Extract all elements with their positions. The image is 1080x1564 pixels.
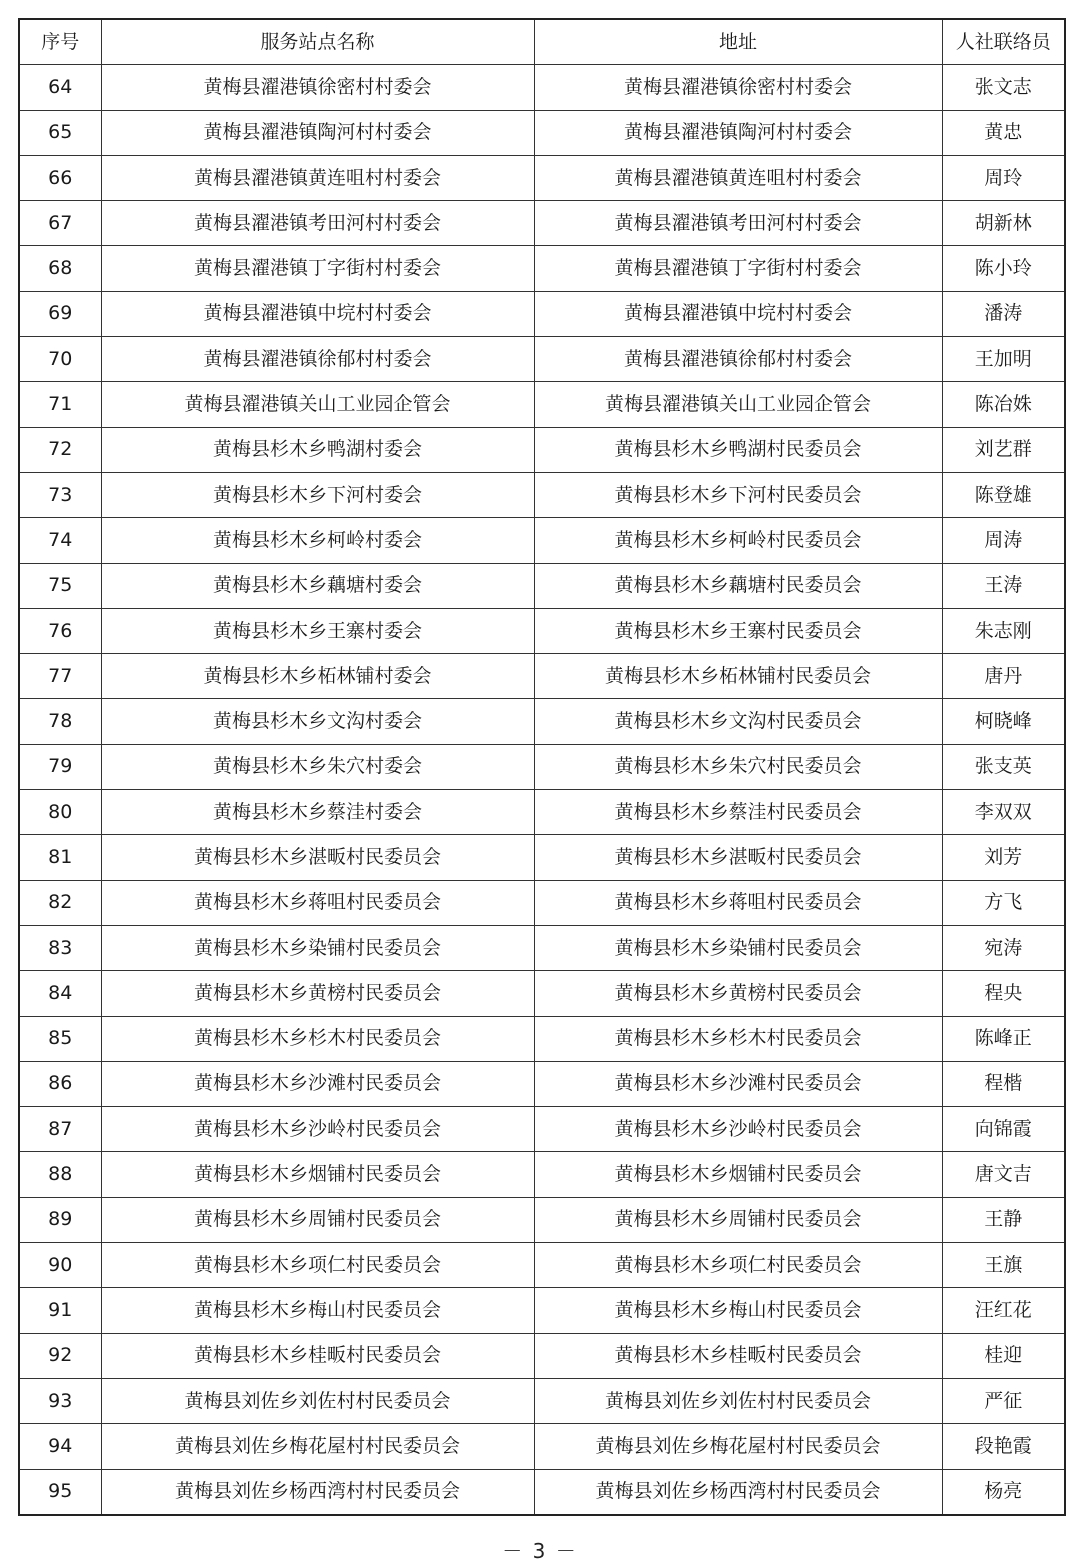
cell-serial-number: 69: [19, 291, 101, 336]
table-row: [19, 699, 1065, 744]
table-row: [19, 472, 1065, 517]
table-row: [19, 337, 1065, 382]
table-header-row: [19, 19, 1065, 65]
table-row: [19, 382, 1065, 427]
cell-serial-number: 66: [19, 155, 101, 200]
cell-serial-number: 71: [19, 382, 101, 427]
cell-contact-person: 段艳霞: [942, 1424, 1065, 1469]
cell-serial-number: 67: [19, 201, 101, 246]
cell-station-name: 黄梅县杉木乡柘林铺村委会: [101, 654, 534, 699]
header-station-name: 服务站点名称: [101, 19, 534, 65]
table-row: [19, 835, 1065, 880]
table-row: [19, 201, 1065, 246]
cell-serial-number: 68: [19, 246, 101, 291]
cell-serial-number: 79: [19, 744, 101, 789]
cell-station-name: 黄梅县濯港镇徐密村村委会: [101, 65, 534, 110]
cell-station-name: 黄梅县杉木乡蒋咀村民委员会: [101, 880, 534, 925]
cell-address: 黄梅县杉木乡周铺村民委员会: [534, 1197, 942, 1242]
cell-contact-person: 严征: [942, 1378, 1065, 1423]
cell-serial-number: 93: [19, 1378, 101, 1423]
cell-contact-person: 唐文吉: [942, 1152, 1065, 1197]
cell-contact-person: 桂迎: [942, 1333, 1065, 1378]
table-row: [19, 744, 1065, 789]
table-row: [19, 1469, 1065, 1515]
table-row: [19, 1243, 1065, 1288]
table-row: [19, 971, 1065, 1016]
table-row: [19, 1152, 1065, 1197]
cell-contact-person: 方飞: [942, 880, 1065, 925]
cell-contact-person: 周涛: [942, 518, 1065, 563]
cell-serial-number: 82: [19, 880, 101, 925]
cell-serial-number: 92: [19, 1333, 101, 1378]
cell-serial-number: 85: [19, 1016, 101, 1061]
table-body: [19, 65, 1065, 1515]
page-number: － 3 －: [502, 1539, 578, 1563]
cell-address: 黄梅县杉木乡烟铺村民委员会: [534, 1152, 942, 1197]
cell-address: 黄梅县濯港镇徐密村村委会: [534, 65, 942, 110]
table-row: [19, 790, 1065, 835]
cell-serial-number: 80: [19, 790, 101, 835]
cell-station-name: 黄梅县濯港镇考田河村村委会: [101, 201, 534, 246]
cell-address: 黄梅县濯港镇考田河村村委会: [534, 201, 942, 246]
cell-station-name: 黄梅县杉木乡蔡洼村委会: [101, 790, 534, 835]
cell-address: 黄梅县杉木乡沙滩村民委员会: [534, 1061, 942, 1106]
header-address: 地址: [534, 19, 942, 65]
cell-serial-number: 95: [19, 1469, 101, 1515]
cell-station-name: 黄梅县濯港镇陶河村村委会: [101, 110, 534, 155]
cell-station-name: 黄梅县濯港镇徐郁村村委会: [101, 337, 534, 382]
cell-serial-number: 88: [19, 1152, 101, 1197]
cell-address: 黄梅县濯港镇中垸村村委会: [534, 291, 942, 336]
cell-station-name: 黄梅县杉木乡藕塘村委会: [101, 563, 534, 608]
cell-serial-number: 81: [19, 835, 101, 880]
cell-station-name: 黄梅县杉木乡鸭湖村委会: [101, 427, 534, 472]
cell-station-name: 黄梅县刘佐乡刘佐村村民委员会: [101, 1378, 534, 1423]
table-row: [19, 1424, 1065, 1469]
cell-station-name: 黄梅县杉木乡杉木村民委员会: [101, 1016, 534, 1061]
cell-address: 黄梅县杉木乡项仁村民委员会: [534, 1243, 942, 1288]
cell-contact-person: 张文志: [942, 65, 1065, 110]
cell-serial-number: 70: [19, 337, 101, 382]
cell-station-name: 黄梅县杉木乡烟铺村民委员会: [101, 1152, 534, 1197]
service-station-table: [18, 18, 1066, 1516]
cell-station-name: 黄梅县濯港镇丁字街村村委会: [101, 246, 534, 291]
cell-station-name: 黄梅县杉木乡湛畈村民委员会: [101, 835, 534, 880]
cell-contact-person: 李双双: [942, 790, 1065, 835]
cell-address: 黄梅县杉木乡染铺村民委员会: [534, 925, 942, 970]
cell-serial-number: 76: [19, 608, 101, 653]
table-row: [19, 291, 1065, 336]
cell-serial-number: 72: [19, 427, 101, 472]
cell-contact-person: 黄忠: [942, 110, 1065, 155]
cell-address: 黄梅县杉木乡柯岭村民委员会: [534, 518, 942, 563]
cell-serial-number: 75: [19, 563, 101, 608]
cell-serial-number: 83: [19, 925, 101, 970]
cell-station-name: 黄梅县杉木乡项仁村民委员会: [101, 1243, 534, 1288]
cell-address: 黄梅县杉木乡湛畈村民委员会: [534, 835, 942, 880]
table-row: [19, 880, 1065, 925]
cell-contact-person: 陈登雄: [942, 472, 1065, 517]
table-row: [19, 1107, 1065, 1152]
cell-serial-number: 90: [19, 1243, 101, 1288]
cell-station-name: 黄梅县杉木乡王寨村委会: [101, 608, 534, 653]
cell-station-name: 黄梅县刘佐乡杨西湾村村民委员会: [101, 1469, 534, 1515]
cell-contact-person: 潘涛: [942, 291, 1065, 336]
table-row: [19, 110, 1065, 155]
cell-station-name: 黄梅县杉木乡桂畈村民委员会: [101, 1333, 534, 1378]
cell-serial-number: 86: [19, 1061, 101, 1106]
cell-contact-person: 程楷: [942, 1061, 1065, 1106]
cell-contact-person: 王旗: [942, 1243, 1065, 1288]
cell-address: 黄梅县刘佐乡梅花屋村村民委员会: [534, 1424, 942, 1469]
cell-address: 黄梅县杉木乡沙岭村民委员会: [534, 1107, 942, 1152]
header-contact-person: 人社联络员: [942, 19, 1065, 65]
cell-contact-person: 杨亮: [942, 1469, 1065, 1515]
cell-contact-person: 刘芳: [942, 835, 1065, 880]
cell-serial-number: 64: [19, 65, 101, 110]
table-row: [19, 155, 1065, 200]
cell-contact-person: 汪红花: [942, 1288, 1065, 1333]
header-serial-number: 序号: [19, 19, 101, 65]
table-row: [19, 1288, 1065, 1333]
cell-serial-number: 94: [19, 1424, 101, 1469]
cell-contact-person: 唐丹: [942, 654, 1065, 699]
cell-address: 黄梅县杉木乡下河村民委员会: [534, 472, 942, 517]
cell-address: 黄梅县杉木乡黄榜村民委员会: [534, 971, 942, 1016]
table-row: [19, 1378, 1065, 1423]
cell-serial-number: 87: [19, 1107, 101, 1152]
cell-station-name: 黄梅县杉木乡梅山村民委员会: [101, 1288, 534, 1333]
table-row: [19, 925, 1065, 970]
cell-address: 黄梅县杉木乡王寨村民委员会: [534, 608, 942, 653]
table-row: [19, 65, 1065, 110]
cell-station-name: 黄梅县杉木乡周铺村民委员会: [101, 1197, 534, 1242]
table-row: [19, 1016, 1065, 1061]
cell-station-name: 黄梅县杉木乡黄榜村民委员会: [101, 971, 534, 1016]
table-row: [19, 563, 1065, 608]
cell-contact-person: 王加明: [942, 337, 1065, 382]
cell-station-name: 黄梅县杉木乡下河村委会: [101, 472, 534, 517]
cell-station-name: 黄梅县杉木乡沙岭村民委员会: [101, 1107, 534, 1152]
cell-station-name: 黄梅县杉木乡朱穴村委会: [101, 744, 534, 789]
cell-serial-number: 84: [19, 971, 101, 1016]
cell-address: 黄梅县濯港镇陶河村村委会: [534, 110, 942, 155]
cell-contact-person: 胡新林: [942, 201, 1065, 246]
table-row: [19, 1061, 1065, 1106]
cell-address: 黄梅县刘佐乡刘佐村村民委员会: [534, 1378, 942, 1423]
table-row: [19, 608, 1065, 653]
cell-station-name: 黄梅县濯港镇黄连咀村村委会: [101, 155, 534, 200]
cell-contact-person: 陈小玲: [942, 246, 1065, 291]
cell-serial-number: 78: [19, 699, 101, 744]
cell-serial-number: 74: [19, 518, 101, 563]
cell-address: 黄梅县杉木乡藕塘村民委员会: [534, 563, 942, 608]
cell-station-name: 黄梅县杉木乡文沟村委会: [101, 699, 534, 744]
cell-address: 黄梅县杉木乡杉木村民委员会: [534, 1016, 942, 1061]
cell-address: 黄梅县杉木乡朱穴村民委员会: [534, 744, 942, 789]
cell-address: 黄梅县杉木乡梅山村民委员会: [534, 1288, 942, 1333]
cell-address: 黄梅县杉木乡桂畈村民委员会: [534, 1333, 942, 1378]
table-row: [19, 518, 1065, 563]
cell-contact-person: 王涛: [942, 563, 1065, 608]
cell-station-name: 黄梅县杉木乡染铺村民委员会: [101, 925, 534, 970]
table-row: [19, 246, 1065, 291]
cell-contact-person: 刘艺群: [942, 427, 1065, 472]
cell-contact-person: 向锦霞: [942, 1107, 1065, 1152]
cell-address: 黄梅县濯港镇徐郁村村委会: [534, 337, 942, 382]
cell-contact-person: 陈冶姝: [942, 382, 1065, 427]
cell-address: 黄梅县杉木乡蔡洼村民委员会: [534, 790, 942, 835]
cell-contact-person: 王静: [942, 1197, 1065, 1242]
cell-address: 黄梅县杉木乡鸭湖村民委员会: [534, 427, 942, 472]
cell-station-name: 黄梅县杉木乡沙滩村民委员会: [101, 1061, 534, 1106]
cell-serial-number: 77: [19, 654, 101, 699]
table-row: [19, 1197, 1065, 1242]
table-row: [19, 654, 1065, 699]
cell-address: 黄梅县刘佐乡杨西湾村村民委员会: [534, 1469, 942, 1515]
cell-address: 黄梅县杉木乡柘林铺村民委员会: [534, 654, 942, 699]
cell-contact-person: 宛涛: [942, 925, 1065, 970]
cell-contact-person: 朱志刚: [942, 608, 1065, 653]
cell-serial-number: 91: [19, 1288, 101, 1333]
table-row: [19, 1333, 1065, 1378]
cell-station-name: 黄梅县杉木乡柯岭村委会: [101, 518, 534, 563]
cell-contact-person: 程央: [942, 971, 1065, 1016]
cell-station-name: 黄梅县濯港镇关山工业园企管会: [101, 382, 534, 427]
cell-contact-person: 周玲: [942, 155, 1065, 200]
cell-address: 黄梅县濯港镇黄连咀村村委会: [534, 155, 942, 200]
cell-station-name: 黄梅县濯港镇中垸村村委会: [101, 291, 534, 336]
cell-address: 黄梅县濯港镇丁字街村村委会: [534, 246, 942, 291]
table-row: [19, 427, 1065, 472]
cell-station-name: 黄梅县刘佐乡梅花屋村村民委员会: [101, 1424, 534, 1469]
cell-contact-person: 陈峰正: [942, 1016, 1065, 1061]
cell-address: 黄梅县杉木乡蒋咀村民委员会: [534, 880, 942, 925]
cell-contact-person: 柯晓峰: [942, 699, 1065, 744]
cell-serial-number: 73: [19, 472, 101, 517]
cell-address: 黄梅县杉木乡文沟村民委员会: [534, 699, 942, 744]
cell-contact-person: 张支英: [942, 744, 1065, 789]
cell-address: 黄梅县濯港镇关山工业园企管会: [534, 382, 942, 427]
cell-serial-number: 65: [19, 110, 101, 155]
cell-serial-number: 89: [19, 1197, 101, 1242]
